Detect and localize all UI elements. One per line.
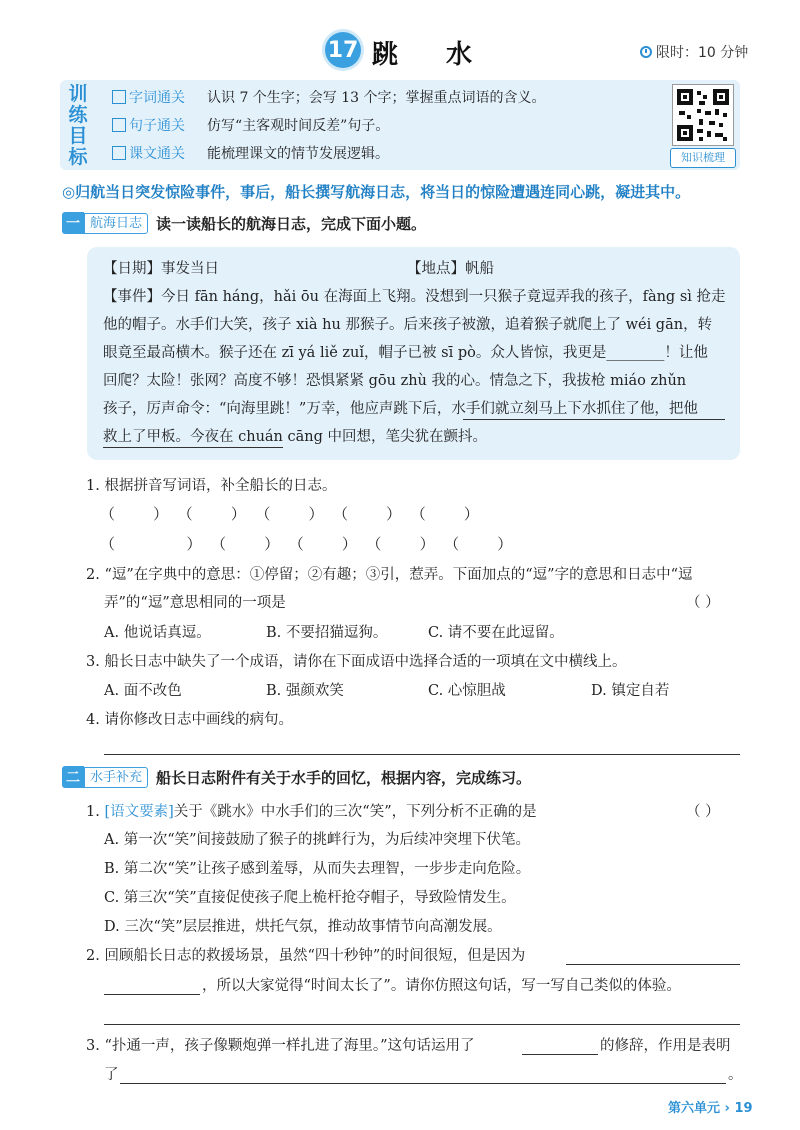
page-number: 19 bbox=[734, 1101, 753, 1116]
question-2-3-line1a: 3. “扑通一声，孩子像颗炮弹一样扎进了海里。”这句话运用了 bbox=[86, 1038, 475, 1054]
section-number: 二 bbox=[62, 766, 84, 788]
underline-mark bbox=[463, 419, 725, 420]
question-number: 1. bbox=[86, 804, 105, 820]
answer-line[interactable] bbox=[104, 1024, 740, 1025]
answer-line[interactable] bbox=[566, 964, 740, 965]
goal-text: 能梳理课文的情节发展逻辑。 bbox=[207, 146, 389, 162]
log-place: 【地点】帆船 bbox=[407, 261, 494, 277]
answer-bracket[interactable]: （ ） bbox=[686, 804, 720, 820]
question-2-2-line2: ，所以大家觉得“时间太长了”。请你仿照这句话，写一写自己类似的体验。 bbox=[202, 978, 681, 994]
log-line: 【事件】今日 fān háng，hǎi ōu 在海面上飞翔。没想到一只猴子竟逗弄我的孩子，fàng sì 抢走 bbox=[103, 289, 726, 305]
page-header bbox=[0, 30, 800, 74]
option-c[interactable]: C. 第三次“笑”直接促使孩子爬上桅杆抢夺帽子，导致险情发生。 bbox=[104, 890, 516, 906]
answer-parentheses-row[interactable]: （ ） （ ） （ ） （ ） （ ） bbox=[100, 535, 513, 553]
question-text: 关于《跳水》中水手们的三次“笑”，下列分析不正确的是 bbox=[173, 804, 537, 820]
section-1-header bbox=[62, 210, 426, 236]
answer-parentheses-row[interactable]: （ ） （ ） （ ） （ ） （ ） bbox=[100, 505, 479, 523]
question-2-3-line1b: 的修辞，作用是表明 bbox=[600, 1038, 731, 1054]
question-1-1: 1. 根据拼音写词语，补全船长的日志。 bbox=[86, 478, 337, 494]
time-limit-text: 限时：10 分钟 bbox=[656, 45, 749, 61]
captain-log-box bbox=[87, 247, 740, 460]
answer-bracket[interactable]: （ ） bbox=[686, 595, 720, 611]
goals-tag: 训练目标 bbox=[68, 83, 88, 168]
page-footer bbox=[668, 1097, 753, 1116]
option-b[interactable]: B. 不要招猫逗狗。 bbox=[266, 625, 388, 641]
answer-line[interactable] bbox=[120, 1083, 726, 1084]
requirement-tag: [语文要素] bbox=[104, 804, 174, 820]
answer-line[interactable] bbox=[522, 1054, 598, 1055]
checkbox-icon[interactable] bbox=[112, 90, 126, 104]
option-a[interactable]: A. 第一次“笑”间接鼓励了猴子的挑衅行为，为后续冲突埋下伏笔。 bbox=[104, 832, 531, 848]
option-a[interactable]: A. 他说话真逗。 bbox=[104, 625, 211, 641]
log-line: 孩子，厉声命令：“向海里跳！”万幸，他应声跳下后，水手们就立刻马上下水抓住了他，把他 bbox=[103, 401, 698, 417]
training-goals-box bbox=[60, 80, 740, 170]
log-line: 他的帽子。水手们大笑，孩子 xià hu 那猴子。后来孩子被激，追着猴子就爬上了 wéi gān，转 bbox=[103, 317, 713, 333]
section-title: 读一读船长的航海日志，完成下面小题。 bbox=[156, 214, 427, 233]
checkbox-icon[interactable] bbox=[112, 118, 126, 132]
option-a[interactable]: A. 面不改色 bbox=[104, 683, 182, 699]
goal-text: 仿写“主客观时间反差”句子。 bbox=[207, 118, 390, 134]
goal-name: 课文通关 bbox=[129, 146, 185, 162]
section-tag: 航海日志 bbox=[84, 213, 148, 234]
goal-row bbox=[112, 140, 389, 166]
option-b[interactable]: B. 强颜欢笑 bbox=[266, 683, 344, 699]
log-date: 【日期】事发当日 bbox=[103, 261, 219, 277]
option-c[interactable]: C. 心惊胆战 bbox=[428, 683, 506, 699]
goal-row bbox=[112, 84, 546, 110]
intro-text: ◎归航当日突发惊险事件，事后，船长撰写航海日志，将当日的惊险遭遇连同心跳，凝进其中。 bbox=[62, 183, 691, 201]
log-line: 回爬？太险！张网？高度不够！恐惧紧紧 gōu zhù 我的心。情急之下，我拔枪 miáo zhǔn bbox=[103, 373, 687, 389]
underline-mark bbox=[103, 447, 283, 448]
option-c[interactable]: C. 请不要在此逗留。 bbox=[428, 625, 564, 641]
log-line: 眼竟至最高横木。猴子还在 zī yá liě zuǐ，帽子已被 sī pò。众人皆惊，我更是________！让他 bbox=[103, 345, 708, 361]
clock-icon bbox=[640, 46, 652, 58]
time-limit bbox=[640, 42, 748, 62]
option-b[interactable]: B. 第二次“笑”让孩子感到羞辱，从而失去理智，一步步走向危险。 bbox=[104, 861, 531, 877]
goal-name: 句子通关 bbox=[129, 118, 185, 134]
lesson-title: 跳水 bbox=[372, 40, 521, 70]
log-line: 救上了甲板。今夜在 chuán cāng 中回想，笔尖犹在颤抖。 bbox=[103, 429, 487, 445]
lesson-number-badge: 17 bbox=[325, 32, 361, 68]
goal-row bbox=[112, 112, 389, 138]
section-title: 船长日志附件有关于水手的回忆，根据内容，完成练习。 bbox=[156, 768, 532, 787]
question-1-3: 3. 船长日志中缺失了一个成语，请你在下面成语中选择合适的一项填在文中横线上。 bbox=[86, 654, 627, 670]
option-d[interactable]: D. 三次“笑”层层推进，烘托气氛，推动故事情节向高潮发展。 bbox=[104, 919, 502, 935]
chevron-right-icon: › bbox=[724, 1101, 730, 1116]
section-2-header bbox=[62, 764, 531, 790]
question-1-2-line2: 弄”的“逗”意思相同的一项是 bbox=[104, 595, 286, 611]
unit-label: 第六单元 bbox=[668, 1101, 721, 1116]
qr-code-icon[interactable] bbox=[672, 84, 734, 146]
question-2-2-line1: 2. 回顾船长日志的救援场景，虽然“四十秒钟”的时间很短，但是因为 bbox=[86, 948, 526, 964]
answer-line[interactable] bbox=[104, 754, 740, 755]
checkbox-icon[interactable] bbox=[112, 146, 126, 160]
goal-text: 认识 7 个生字；会写 13 个字；掌握重点词语的含义。 bbox=[207, 90, 546, 106]
question-1-4: 4. 请你修改日志中画线的病句。 bbox=[86, 712, 293, 728]
section-tag: 水手补充 bbox=[84, 767, 148, 788]
question-2-3-line2b: 。 bbox=[728, 1067, 743, 1083]
question-2-3-line2a: 了 bbox=[104, 1067, 119, 1083]
goal-name: 字词通关 bbox=[129, 90, 185, 106]
answer-line[interactable] bbox=[104, 994, 200, 995]
question-1-2-line1: 2. “逗”在字典中的意思：①停留；②有趣；③引，惹弄。下面加点的“逗”字的意思和日志中“逗 bbox=[86, 567, 693, 583]
section-number: 一 bbox=[62, 212, 84, 234]
option-d[interactable]: D. 镇定自若 bbox=[591, 683, 670, 699]
question-2-1 bbox=[86, 800, 537, 821]
qr-label: 知识梳理 bbox=[670, 148, 736, 168]
